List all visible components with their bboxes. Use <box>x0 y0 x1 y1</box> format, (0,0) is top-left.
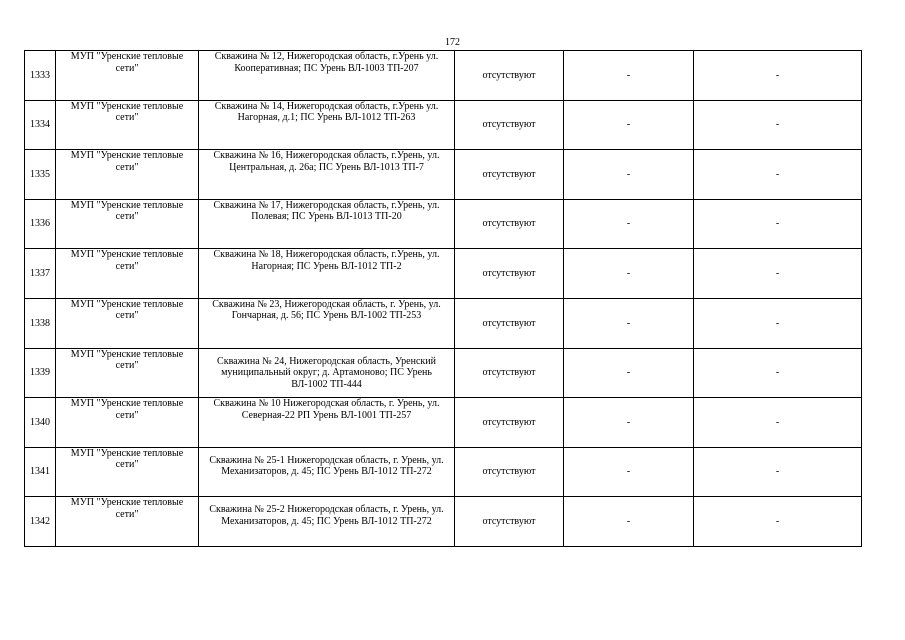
organization-cell: МУП "Уренские тепловые сети" <box>56 51 199 101</box>
column-6-cell: - <box>694 497 862 547</box>
object-address-cell: Скважина № 12, Нижегородская область, г.Урень ул. Кооперативная; ПС Урень ВЛ-1003 ТП-207 <box>199 51 455 101</box>
table-row <box>25 249 862 299</box>
organization-cell: МУП "Уренские тепловые сети" <box>56 199 199 249</box>
column-5-cell: - <box>564 51 694 101</box>
organization-cell: МУП "Уренские тепловые сети" <box>56 497 199 547</box>
column-5-cell: - <box>564 199 694 249</box>
object-address-cell: Скважина № 16, Нижегородская область, г.Урень, ул. Центральная, д. 26а; ПС Урень ВЛ-1013 ТП-7 <box>199 150 455 200</box>
object-address-cell: Скважина № 25-2 Нижегородская область, г. Урень, ул. Механизаторов, д. 45; ПС Урень ВЛ-1012 ТП-272 <box>199 497 455 547</box>
column-6-cell: - <box>694 447 862 497</box>
organization-cell: МУП "Уренские тепловые сети" <box>56 398 199 448</box>
object-address-cell: Скважина № 17, Нижегородская область, г.Урень, ул. Полевая; ПС Урень ВЛ-1013 ТП-20 <box>199 199 455 249</box>
row-number-cell: 1342 <box>25 497 56 547</box>
column-5-cell: - <box>564 150 694 200</box>
table-row <box>25 199 862 249</box>
row-number-cell: 1334 <box>25 100 56 150</box>
table-row <box>25 497 862 547</box>
column-6-cell: - <box>694 100 862 150</box>
organization-cell: МУП "Уренские тепловые сети" <box>56 249 199 299</box>
status-cell: отсутствуют <box>455 100 564 150</box>
table-row <box>25 51 862 101</box>
table-row <box>25 298 862 348</box>
status-cell: отсутствуют <box>455 150 564 200</box>
column-5-cell: - <box>564 298 694 348</box>
status-cell: отсутствуют <box>455 398 564 448</box>
table-row <box>25 348 862 398</box>
column-6-cell: - <box>694 150 862 200</box>
row-number-cell: 1337 <box>25 249 56 299</box>
organization-cell: МУП "Уренские тепловые сети" <box>56 348 199 398</box>
object-address-cell: Скважина № 23, Нижегородская область, г. Урень, ул. Гончарная, д. 56; ПС Урень ВЛ-1002 ТП-253 <box>199 298 455 348</box>
organization-cell: МУП "Уренские тепловые сети" <box>56 150 199 200</box>
status-cell: отсутствуют <box>455 199 564 249</box>
column-6-cell: - <box>694 348 862 398</box>
table-row <box>25 398 862 448</box>
column-5-cell: - <box>564 348 694 398</box>
status-cell: отсутствуют <box>455 447 564 497</box>
page-number: 172 <box>445 37 460 48</box>
status-cell: отсутствуют <box>455 497 564 547</box>
organization-cell: МУП "Уренские тепловые сети" <box>56 298 199 348</box>
organization-cell: МУП "Уренские тепловые сети" <box>56 100 199 150</box>
status-cell: отсутствуют <box>455 249 564 299</box>
table-row <box>25 447 862 497</box>
table-row <box>25 150 862 200</box>
row-number-cell: 1340 <box>25 398 56 448</box>
row-number-cell: 1333 <box>25 51 56 101</box>
column-5-cell: - <box>564 497 694 547</box>
row-number-cell: 1338 <box>25 298 56 348</box>
column-6-cell: - <box>694 249 862 299</box>
column-6-cell: - <box>694 298 862 348</box>
row-number-cell: 1339 <box>25 348 56 398</box>
object-address-cell: Скважина № 24, Нижегородская область, Уренский муниципальный округ; д. Артамоново; ПС Урень ВЛ-1002 ТП-444 <box>199 348 455 398</box>
column-5-cell: - <box>564 249 694 299</box>
object-address-cell: Скважина № 25-1 Нижегородская область, г. Урень, ул. Механизаторов, д. 45; ПС Урень ВЛ-1012 ТП-272 <box>199 447 455 497</box>
column-6-cell: - <box>694 51 862 101</box>
column-6-cell: - <box>694 398 862 448</box>
object-address-cell: Скважина № 14, Нижегородская область, г.Урень ул. Нагорная, д.1; ПС Урень ВЛ-1012 ТП-263 <box>199 100 455 150</box>
object-address-cell: Скважина № 10 Нижегородская область, г. Урень, ул. Северная-22 РП Урень ВЛ-1001 ТП-257 <box>199 398 455 448</box>
row-number-cell: 1336 <box>25 199 56 249</box>
column-5-cell: - <box>564 100 694 150</box>
registry-table-body <box>25 51 862 547</box>
object-address-cell: Скважина № 18, Нижегородская область, г.Урень, ул. Нагорная; ПС Урень ВЛ-1012 ТП-2 <box>199 249 455 299</box>
column-6-cell: - <box>694 199 862 249</box>
status-cell: отсутствуют <box>455 51 564 101</box>
row-number-cell: 1341 <box>25 447 56 497</box>
registry-table <box>24 50 862 547</box>
organization-cell: МУП "Уренские тепловые сети" <box>56 447 199 497</box>
row-number-cell: 1335 <box>25 150 56 200</box>
column-5-cell: - <box>564 447 694 497</box>
table-row <box>25 100 862 150</box>
column-5-cell: - <box>564 398 694 448</box>
status-cell: отсутствуют <box>455 348 564 398</box>
status-cell: отсутствуют <box>455 298 564 348</box>
